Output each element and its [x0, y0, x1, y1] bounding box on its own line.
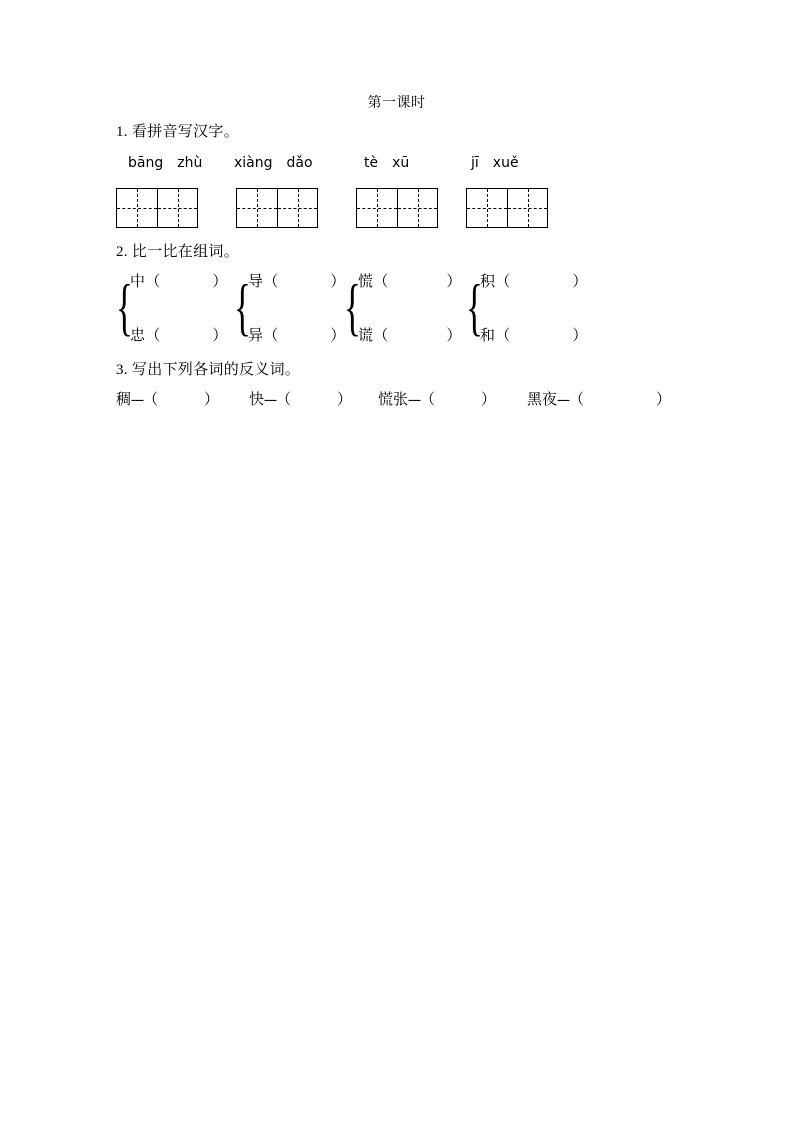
paren-close: ） — [572, 328, 588, 344]
pinyin-syllable: bāng — [128, 155, 164, 171]
tianzige-cell[interactable] — [117, 189, 157, 227]
paren-close: ） — [481, 392, 497, 408]
paren-close: ） — [330, 328, 346, 344]
pinyin-syllable: xū — [392, 155, 410, 171]
antonym-dash: --- — [557, 392, 570, 408]
compare-word-label: 和（ — [480, 328, 511, 344]
pinyin-syllable: xiàng — [234, 155, 273, 171]
section-1-heading: 1. 看拼音写汉字。 — [116, 124, 240, 140]
tianzige-cell[interactable] — [237, 189, 277, 227]
antonym-dash: --- — [131, 392, 144, 408]
compare-word-top[interactable] — [358, 270, 462, 291]
compare-word-top[interactable] — [480, 270, 588, 291]
brace-icon: { — [116, 271, 133, 342]
paren-close: ） — [204, 392, 220, 408]
tianzige-box-2[interactable] — [236, 188, 318, 228]
pinyin-row — [116, 155, 676, 177]
pinyin-syllable: tè — [364, 155, 379, 171]
brace-icon: { — [466, 271, 483, 342]
brace-icon: { — [344, 271, 361, 342]
compare-word-label: 积（ — [480, 274, 511, 290]
section-2-heading: 2. 比一比在组词。 — [116, 244, 240, 260]
paren-open: （ — [420, 392, 436, 408]
compare-word-label: 谎（ — [358, 328, 389, 344]
antonym-item-2[interactable] — [249, 388, 352, 409]
pinyin-group-1 — [128, 155, 202, 171]
antonym-word: 黑夜 — [527, 392, 558, 408]
paren-open: （ — [143, 392, 159, 408]
character-grid-row — [116, 188, 676, 230]
paren-close: ） — [656, 392, 672, 408]
compare-word-label: 慌（ — [358, 274, 389, 290]
compare-word-label: 导（ — [248, 274, 279, 290]
page-title: 第一课时 — [367, 96, 426, 111]
compare-word-bottom[interactable] — [130, 324, 228, 345]
tianzige-cell[interactable] — [467, 189, 507, 227]
pinyin-group-4 — [471, 155, 519, 171]
compare-word-bottom[interactable] — [358, 324, 462, 345]
compare-word-label: 中（ — [130, 274, 161, 290]
pinyin-syllable: zhù — [177, 155, 203, 171]
pinyin-group-2 — [234, 155, 313, 171]
compare-word-label: 忠（ — [130, 328, 161, 344]
compare-word-top[interactable] — [130, 270, 228, 291]
antonym-word: 慌张 — [378, 392, 409, 408]
tianzige-box-1[interactable] — [116, 188, 198, 228]
antonym-word: 稠 — [116, 392, 132, 408]
paren-open: （ — [569, 392, 585, 408]
antonym-word: 快 — [249, 392, 265, 408]
paren-close: ） — [212, 274, 228, 290]
antonym-item-1[interactable] — [116, 388, 219, 409]
antonym-dash: --- — [408, 392, 421, 408]
paren-close: ） — [212, 328, 228, 344]
compare-word-label: 异（ — [248, 328, 279, 344]
tianzige-box-3[interactable] — [356, 188, 438, 228]
compare-word-bottom[interactable] — [480, 324, 588, 345]
paren-close: ） — [337, 392, 353, 408]
paren-close: ） — [446, 328, 462, 344]
tianzige-cell[interactable] — [157, 189, 197, 227]
pinyin-syllable: jī — [471, 155, 479, 171]
pinyin-syllable: xuě — [492, 155, 519, 171]
compare-words-area — [116, 262, 696, 352]
pinyin-group-3 — [364, 155, 409, 171]
antonym-item-4[interactable] — [527, 388, 671, 409]
compare-word-top[interactable] — [248, 270, 346, 291]
section-3-heading: 3. 写出下列各词的反义词。 — [116, 362, 301, 378]
compare-word-bottom[interactable] — [248, 324, 346, 345]
tianzige-cell[interactable] — [507, 189, 547, 227]
antonym-row — [116, 388, 716, 410]
paren-close: ） — [572, 274, 588, 290]
brace-icon: { — [234, 271, 251, 342]
pinyin-syllable: dǎo — [286, 155, 313, 171]
paren-close: ） — [446, 274, 462, 290]
paren-close: ） — [330, 274, 346, 290]
tianzige-cell[interactable] — [357, 189, 397, 227]
tianzige-box-4[interactable] — [466, 188, 548, 228]
antonym-dash: --- — [264, 392, 277, 408]
antonym-item-3[interactable] — [378, 388, 496, 409]
tianzige-cell[interactable] — [277, 189, 317, 227]
tianzige-cell[interactable] — [397, 189, 437, 227]
paren-open: （ — [276, 392, 292, 408]
